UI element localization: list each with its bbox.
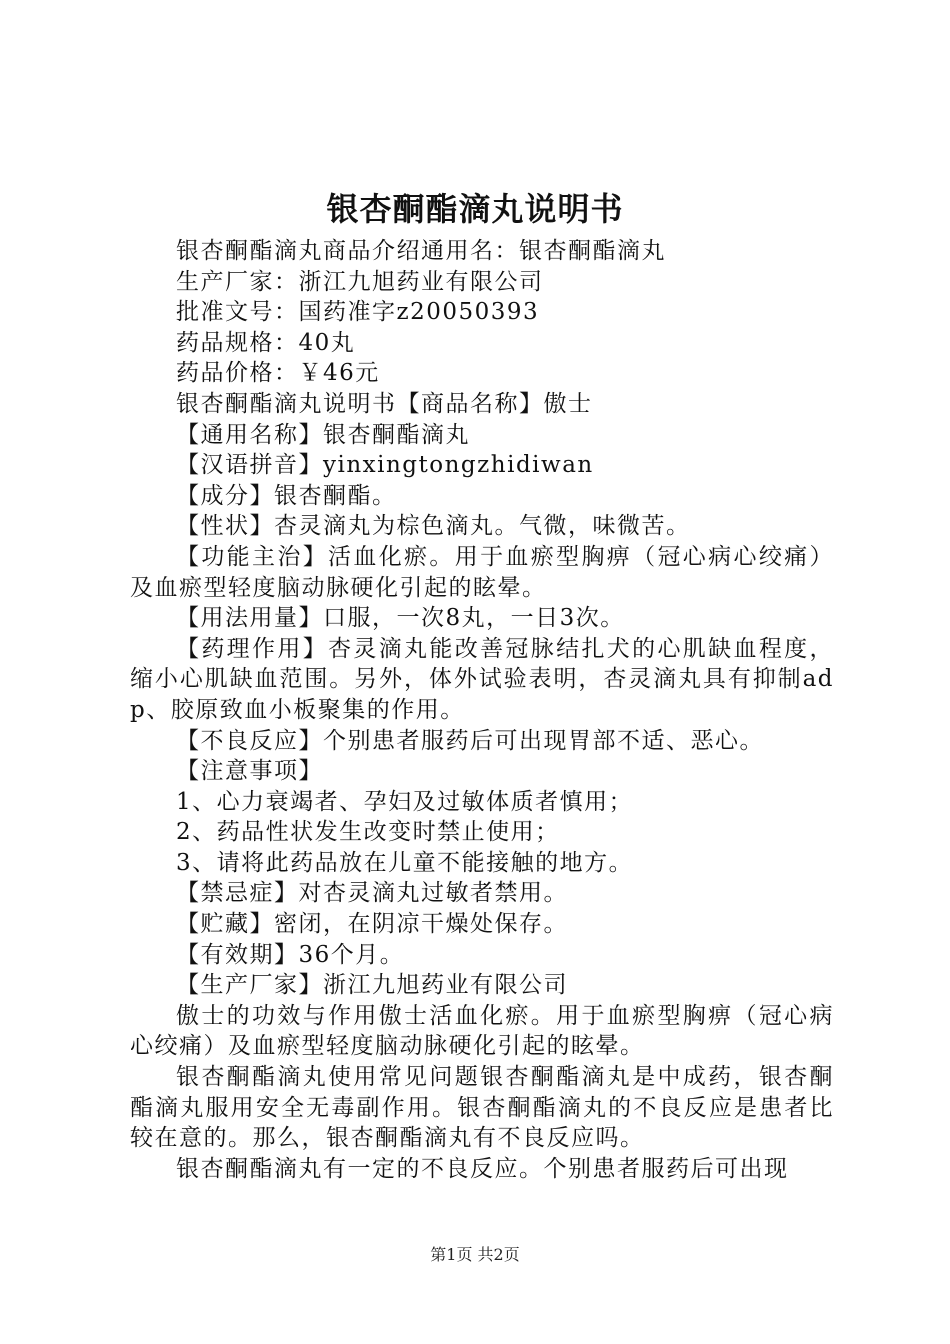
paragraph: 【汉语拼音】yinxingtongzhidiwan bbox=[176, 452, 594, 479]
paragraph: 银杏酮酯滴丸有一定的不良反应。个别患者服药后可出现 bbox=[176, 1155, 789, 1182]
paragraph: 【禁忌症】对杏灵滴丸过敏者禁用。 bbox=[176, 880, 568, 907]
paragraph: 批准文号：国药准字z20050393 bbox=[176, 299, 540, 326]
paragraph: 【用法用量】口服，一次8丸，一日3次。 bbox=[176, 605, 625, 632]
paragraph: 3、请将此药品放在儿童不能接触的地方。 bbox=[176, 849, 634, 876]
paragraph: 【成分】银杏酮酯。 bbox=[176, 482, 397, 509]
paragraph: 银杏酮酯滴丸商品介绍通用名：银杏酮酯滴丸 bbox=[176, 238, 666, 264]
document-title: 银杏酮酯滴丸说明书 bbox=[326, 190, 624, 228]
paragraph: 傲士的功效与作用傲士活血化瘀。用于血瘀型胸痹（冠心病心绞痛）及血瘀型轻度脑动脉硬化引起的眩晕。 bbox=[130, 1002, 834, 1060]
paragraph: 【通用名称】银杏酮酯滴丸 bbox=[176, 421, 470, 448]
paragraph: 药品规格：40丸 bbox=[176, 329, 356, 356]
paragraph: 【性状】杏灵滴丸为棕色滴丸。气微，味微苦。 bbox=[176, 513, 691, 540]
paragraph: 银杏酮酯滴丸说明书【商品名称】傲士 bbox=[176, 390, 593, 417]
document-body bbox=[130, 236, 834, 1184]
paragraph: 1、心力衰竭者、孕妇及过敏体质者慎用； bbox=[176, 788, 634, 815]
paragraph: 【注意事项】 bbox=[176, 758, 323, 785]
paragraph: 生产厂家：浙江九旭药业有限公司 bbox=[176, 268, 544, 295]
paragraph: 2、药品性状发生改变时禁止使用； bbox=[176, 819, 560, 846]
paragraph: 【生产厂家】浙江九旭药业有限公司 bbox=[176, 972, 568, 999]
paragraph: 【药理作用】杏灵滴丸能改善冠脉结扎犬的心肌缺血程度，缩小心肌缺血范围。另外，体外试验表明，杏灵滴丸具有抑制adp、胶原致血小板聚集的作用。 bbox=[130, 635, 834, 723]
paragraph: 【功能主治】活血化瘀。用于血瘀型胸痹（冠心病心绞痛）及血瘀型轻度脑动脉硬化引起的眩晕。 bbox=[130, 543, 834, 601]
page-footer: 第1页 共2页 bbox=[430, 1245, 520, 1264]
paragraph: 银杏酮酯滴丸使用常见问题银杏酮酯滴丸是中成药，银杏酮酯滴丸服用安全无毒副作用。银杏酮酯滴丸的不良反应是患者比较在意的。那么，银杏酮酯滴丸有不良反应吗。 bbox=[130, 1064, 834, 1152]
paragraph: 【不良反应】个别患者服药后可出现胃部不适、恶心。 bbox=[176, 727, 764, 754]
paragraph: 药品价格：￥46元 bbox=[176, 360, 380, 387]
paragraph: 【贮藏】密闭，在阴凉干燥处保存。 bbox=[176, 911, 568, 938]
paragraph: 【有效期】36个月。 bbox=[176, 941, 405, 968]
